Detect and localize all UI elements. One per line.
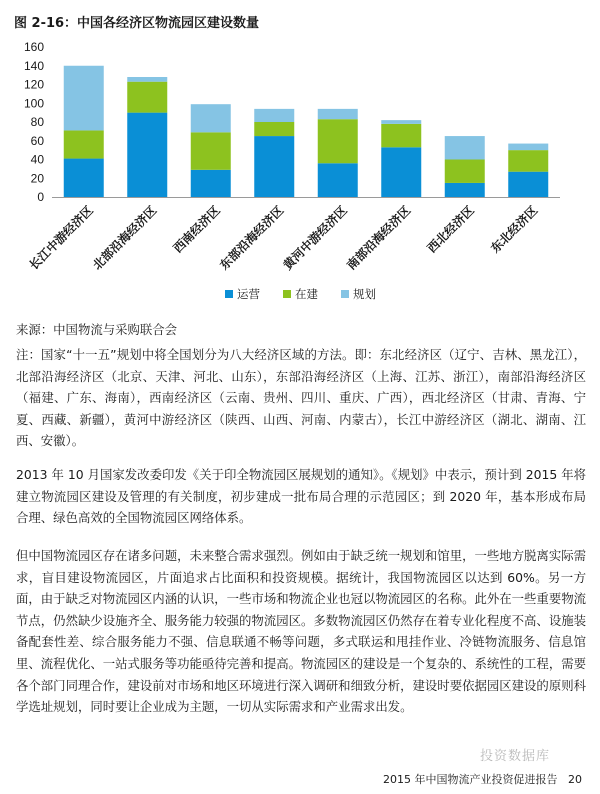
- source-text: 来源：中国物流与采购联合会: [16, 322, 178, 337]
- bar-segment: [254, 109, 294, 122]
- y-tick-label: 40: [30, 152, 44, 167]
- bar-segment: [508, 144, 548, 151]
- bar-segment: [191, 132, 231, 170]
- legend-label: 规划: [353, 287, 376, 301]
- legend-swatch: [283, 290, 291, 298]
- bar-segment: [191, 104, 231, 132]
- x-category-label: 东北经济区: [488, 203, 541, 256]
- bar-segment: [318, 119, 358, 163]
- body-paragraph-2: 但中国物流园区存在诸多问题，未来整合需求强烈。例如由于缺乏统一规划和馆里，一些地方脱离实际需求，盲目建设物流园区，片面追求占比面积和投资规模。据统计，我国物流园区以达到 60%。另一方面，由于缺乏对物流园区内涵的认识，一些市场和物流企业也冠以物流园区的名称。此外在一些重要物流节点，仍然缺少设施齐全、服务能力较强的物流园区。多数物流园区仍然存在着专业化程度不高、设施装备配套性差、综合服务能力不强、信息联通不畅等问题，多式联运和甩挂作业、冷链物流服务、信息馆里、流程优化、一站式服务等功能亟待完善和提高。物流园区的建设是一个复杂的、系统性的工程，需要各个部门同理合作，建设前对市场和地区环境进行深入调研和细致分析，建设时要依据园区建设的原则科学选址规划，同时要让企业成为主题，一切从实际需求和产业需求出发。: [16, 548, 586, 715]
- page-footer: [383, 771, 582, 787]
- figure-title: 图 2-16：中国各经济区物流园区建设数量: [14, 16, 260, 31]
- y-tick-label: 0: [37, 190, 44, 204]
- bar-segment: [445, 136, 485, 159]
- y-tick-label: 140: [23, 58, 44, 73]
- bar-segment: [445, 160, 485, 183]
- stacked-bar-chart: [0, 32, 600, 312]
- x-category-label: 长江中游经济区: [26, 203, 96, 273]
- bar-segment: [381, 124, 421, 147]
- bar-segment: [508, 150, 548, 172]
- bar-segment: [318, 109, 358, 119]
- bar-segment: [127, 77, 167, 82]
- x-category-label: 东部沿海经济区: [217, 203, 287, 273]
- legend-label: 运营: [237, 287, 260, 301]
- y-tick-label: 80: [30, 115, 44, 129]
- y-tick-label: 100: [23, 96, 44, 111]
- bar-segment: [254, 136, 294, 197]
- bar-segment: [381, 120, 421, 124]
- bar-segment: [127, 113, 167, 197]
- bar-segment: [127, 82, 167, 113]
- bar-segment: [508, 172, 548, 197]
- bar-segment: [191, 170, 231, 197]
- watermark-text: 投资数据库: [480, 749, 551, 764]
- bar-segment: [381, 147, 421, 197]
- legend-swatch: [225, 290, 233, 298]
- footer-report-title: 2015 年中国物流产业投资促进报告: [383, 773, 558, 786]
- bar-segment: [64, 159, 104, 197]
- body-paragraph-1: 2013 年 10 月国家发改委印发《关于印全物流园区展规划的通知》。《规划》中表示，预计到 2015 年将建立物流园区建设及管理的有关制度，初步建成一批布局合理的示范园区；到 2020 年，基本形成布局合理、绿色高效的全国物流园区网络体系。: [16, 467, 586, 526]
- x-category-label: 西北经济区: [424, 203, 477, 256]
- bar-segment: [64, 66, 104, 131]
- y-tick-label: 160: [23, 40, 44, 54]
- x-category-label: 西南经济区: [170, 203, 223, 256]
- x-category-label: 北部沿海经济区: [90, 203, 160, 273]
- y-tick-label: 20: [30, 171, 44, 186]
- bar-segment: [318, 163, 358, 197]
- bar-segment: [64, 130, 104, 158]
- page-number: 20: [568, 773, 582, 786]
- legend-swatch: [341, 290, 349, 298]
- bar-segment: [254, 122, 294, 136]
- x-category-label: 南部沿海经济区: [344, 203, 414, 273]
- legend-label: 在建: [295, 287, 318, 301]
- y-tick-label: 60: [30, 133, 44, 148]
- note-paragraph: 注：国家“十一五”规划中将全国划分为八大经济区域的方法。即：东北经济区（辽宁、吉林、黑龙江），北部沿海经济区（北京、天津、河北、山东），东部沿海经济区（上海、江苏、浙江），南部沿海经济区（福建、广东、海南），西南经济区（云南、贵州、四川、重庆、广西），西北经济区（甘肃、青海、宁夏、西藏、新疆），黄河中游经济区（陕西、山西、河南、内蒙古），长江中游经济区（湖北、湖南、江西、安徽）。: [16, 347, 586, 449]
- bar-segment: [445, 183, 485, 197]
- x-category-label: 黄河中游经济区: [280, 203, 350, 273]
- y-tick-label: 120: [23, 77, 44, 92]
